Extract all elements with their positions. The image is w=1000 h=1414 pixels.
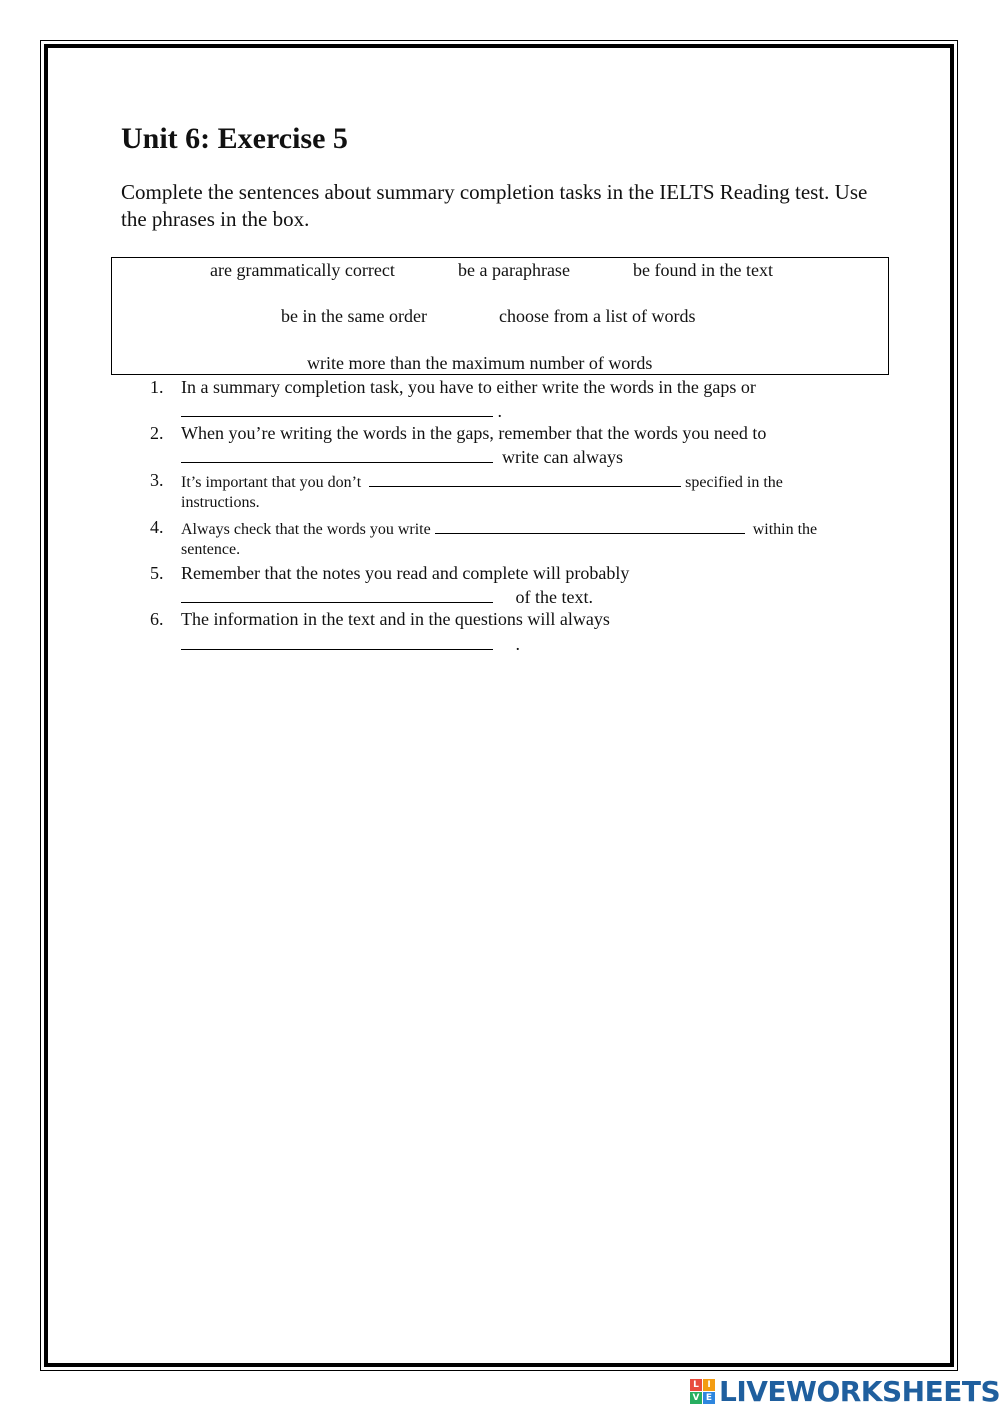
exercise-list xyxy=(0,0,1000,700)
item-text: It’s important that you don’t xyxy=(181,474,362,491)
liveworksheets-logo[interactable] xyxy=(690,1376,1000,1406)
phrase-item: choose from a list of words xyxy=(499,306,696,326)
phrase-item: are grammatically correct xyxy=(210,260,395,280)
item-text: specified in the xyxy=(685,474,783,491)
item-text: When you’re writing the words in the gaps, remember that the words you need to xyxy=(181,423,767,443)
item-text: . xyxy=(497,401,502,421)
logo-mark-icon xyxy=(690,1379,715,1404)
phrase-item: be found in the text xyxy=(633,260,773,280)
answer-blank[interactable] xyxy=(181,632,493,650)
item-text: sentence. xyxy=(181,541,241,558)
answer-blank[interactable] xyxy=(181,445,493,463)
answer-blank[interactable] xyxy=(181,399,493,417)
item-text: instructions. xyxy=(181,494,260,511)
item-text: Remember that the notes you read and complete will probably xyxy=(181,563,630,583)
item-number: 2. xyxy=(150,423,164,443)
logo-mark-letter: E xyxy=(703,1392,715,1404)
phrase-item: be a paraphrase xyxy=(458,260,570,280)
phrase-item: be in the same order xyxy=(281,306,427,326)
item-number: 3. xyxy=(150,470,164,490)
answer-blank[interactable] xyxy=(181,585,493,603)
page-title: Unit 6: Exercise 5 xyxy=(121,122,348,155)
item-number: 1. xyxy=(150,377,164,397)
logo-text: LIVEWORKSHEETS xyxy=(719,1374,1000,1408)
answer-blank[interactable] xyxy=(435,516,745,534)
logo-mark-letter: L xyxy=(690,1379,702,1391)
item-number: 4. xyxy=(150,517,164,537)
item-number: 5. xyxy=(150,563,164,583)
answer-blank[interactable] xyxy=(369,469,681,487)
item-text: write can always xyxy=(502,447,623,467)
item-text: . xyxy=(515,634,520,654)
logo-mark-letter: V xyxy=(690,1392,702,1404)
item-text: within the xyxy=(752,521,818,538)
item-text: In a summary completion task, you have to either write the words in the gaps or xyxy=(181,377,756,397)
item-number: 6. xyxy=(150,609,164,629)
item-text: Always check that the words you write xyxy=(181,521,431,538)
phrase-item: write more than the maximum number of words xyxy=(307,353,653,373)
logo-mark-letter: I xyxy=(703,1379,715,1391)
item-text: The information in the text and in the questions will always xyxy=(181,609,610,629)
instructions: Complete the sentences about summary completion tasks in the IELTS Reading test. Use the phrases in the box. xyxy=(121,180,868,231)
item-text: of the text. xyxy=(515,587,593,607)
